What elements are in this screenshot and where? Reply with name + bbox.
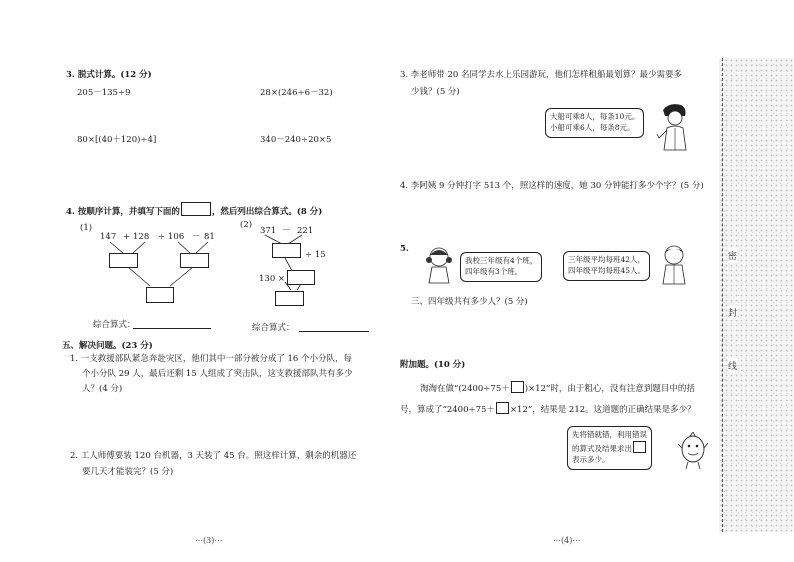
r-q4-text: 4. 李阿姨 9 分钟打字 513 个，照这样的速度，她 30 分钟能打多少个字？(5 分) bbox=[400, 181, 704, 191]
p2-op1: － bbox=[282, 226, 291, 236]
answer-box-p2-a[interactable] bbox=[272, 243, 301, 258]
extra-blank-box-2 bbox=[496, 402, 509, 414]
calc-item-1: 205－135÷9 bbox=[77, 88, 131, 98]
answer-box-p1-c[interactable] bbox=[146, 287, 174, 303]
p2-combined-label: 综合算式： bbox=[252, 323, 295, 333]
p1-combined-line[interactable] bbox=[133, 328, 211, 329]
boy-figure-icon bbox=[658, 244, 690, 286]
binding-char-1: 密 bbox=[728, 248, 737, 263]
p1-n2: 128 bbox=[133, 232, 150, 242]
hint-bubble bbox=[567, 426, 652, 470]
r-q5-label: 5. bbox=[400, 244, 409, 254]
p1-combined-label: 综合算式： bbox=[93, 320, 136, 330]
answer-box-p2-c[interactable] bbox=[275, 291, 304, 306]
p2-combined-line[interactable] bbox=[299, 331, 369, 332]
p1-op3: － bbox=[192, 232, 201, 242]
q3-calc-title: 3. 脱式计算。(12 分) bbox=[66, 70, 152, 80]
girl-figure-icon bbox=[424, 245, 454, 285]
binding-seal-line bbox=[722, 58, 723, 532]
s5-q1-line3: 人？(4 分) bbox=[82, 384, 123, 394]
r-q3-line1: 3. 李老师带 20 名同学去水上乐园游玩，他们怎样租船最划算？最少需要多 bbox=[400, 70, 683, 80]
q4-title-pre: 4. 按顺序计算，并填写下面的 bbox=[66, 207, 180, 217]
hint-line2 bbox=[572, 441, 647, 455]
q4-title-post: ，然后列出综合算式。(8 分) bbox=[211, 207, 323, 217]
part2-label: (2) bbox=[240, 220, 253, 230]
p1-n4: 81 bbox=[204, 232, 215, 242]
p2-n2: 221 bbox=[297, 226, 314, 236]
extra-line1-pre: 淘淘在做“(2400÷75＋ bbox=[420, 384, 510, 394]
p2-n1: 371 bbox=[260, 226, 277, 236]
average-bubble bbox=[563, 251, 650, 281]
answer-box-p2-b[interactable] bbox=[287, 270, 315, 285]
avg-bubble-line1: 三年级平均每班42人， bbox=[568, 255, 646, 264]
hint-line3: 表示多少。 bbox=[572, 454, 610, 464]
boat-price-bubble bbox=[545, 108, 644, 138]
q4-title bbox=[66, 202, 322, 217]
extra-line1-post: )×12”时，由于粗心，没有注意到题目中的括 bbox=[524, 384, 695, 394]
boat-bubble-line1: 大船可乘8人，每条10元。 bbox=[550, 112, 640, 121]
teacher-figure-icon bbox=[655, 100, 695, 155]
s5-q1-line1: 1. 一支救援部队紧急奔赴灾区，他们其中一部分被分成了 16 个小分队，每 bbox=[70, 354, 353, 364]
page-number-right: ⋯(4)⋯ bbox=[553, 536, 581, 545]
answer-box-p1-b[interactable] bbox=[180, 253, 209, 268]
r-q3-line2: 少钱？(5 分) bbox=[411, 87, 460, 97]
calc-item-2: 28×(246÷6－32) bbox=[260, 88, 333, 98]
s5-q1-line2: 个小分队 29 人，最后还剩 15 人组成了突击队，这支救援部队共有多少 bbox=[82, 369, 353, 379]
p1-n3: 106 bbox=[168, 232, 185, 242]
calc-item-3: 80×[(40＋120)÷4] bbox=[77, 135, 157, 145]
extra-line1 bbox=[420, 381, 695, 394]
p1-n1: 147 bbox=[100, 232, 117, 242]
calc-item-4: 340－240÷20×5 bbox=[260, 135, 332, 145]
extra-line2 bbox=[400, 402, 696, 415]
class-count-bubble bbox=[460, 252, 542, 282]
p2-mul: 130 × bbox=[259, 274, 286, 284]
s5-q2-line1: 2. 工人师傅要装 120 台机器，3 天装了 45 台。照这样计算，剩余的机器还 bbox=[70, 451, 357, 461]
hint-line1: 先将错就错，利用错误 bbox=[572, 430, 647, 439]
extra-title: 附加题。(10 分) bbox=[400, 360, 466, 370]
s5-q2-line2: 要几天才能装完？(5 分) bbox=[82, 467, 174, 477]
p2-div: ÷ 15 bbox=[305, 250, 326, 260]
hint-line2-text: 的算式及结果求出 bbox=[572, 443, 632, 453]
class-bubble-line2: 四年级有3个班。 bbox=[465, 266, 523, 276]
binding-char-3: 线 bbox=[728, 358, 737, 373]
page-number-left-value: 3 bbox=[206, 536, 212, 545]
answer-box-p1-a[interactable] bbox=[109, 253, 138, 268]
p1-op2: ÷ bbox=[158, 232, 166, 242]
p1-op1: + bbox=[123, 232, 131, 242]
extra-line2-post: ×12”，结果是 212。这道题的正确结果是多少？ bbox=[509, 405, 696, 415]
r-q5-question: 三、四年级共有多少人？(5 分) bbox=[411, 297, 528, 307]
extra-blank-box-1 bbox=[511, 381, 524, 393]
boat-bubble-line2: 小船可乘6人，每条8元。 bbox=[550, 122, 635, 132]
title-blank-box bbox=[181, 202, 211, 216]
hint-blank-box bbox=[633, 441, 646, 453]
page-number-left: ⋯(3)⋯ bbox=[195, 536, 223, 545]
extra-line2-pre: 号，算成了“2400÷75＋ bbox=[400, 405, 495, 415]
class-bubble-line1: 我校三年级有4个班， bbox=[465, 256, 538, 265]
part1-label: (1) bbox=[80, 223, 93, 233]
binding-char-2: 封 bbox=[728, 305, 737, 320]
binding-strip bbox=[719, 58, 793, 532]
avg-bubble-line2: 四年级平均每班45人。 bbox=[568, 265, 646, 275]
page-number-right-value: 4 bbox=[564, 536, 570, 545]
section5-title: 五、解决问题。(23 分) bbox=[62, 341, 153, 351]
bean-mascot-icon bbox=[678, 432, 708, 472]
